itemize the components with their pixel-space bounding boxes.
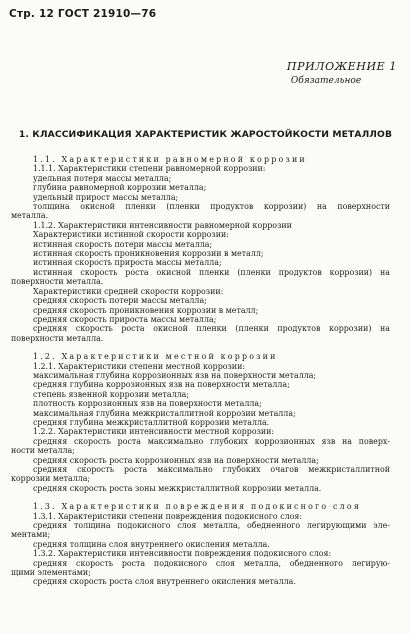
list-item: средняя скорость потери массы металла;	[33, 296, 207, 306]
list-item-continuation: поверхности металла.	[11, 277, 104, 287]
document-body	[11, 155, 390, 587]
list-item: средняя скорость роста зоны межкристаллитной коррозии металла.	[33, 483, 322, 493]
list-item: средняя скорость проникновения коррозии в металл;	[33, 305, 259, 315]
list-item: средняя толщина подокисного слоя металла, обедненного легирующими эле-	[33, 521, 390, 531]
list-item: глубина равномерной коррозии металла;	[33, 183, 207, 193]
list-item: средняя скорость роста подокисного слоя металла, обедненного легирую-	[33, 558, 390, 568]
spacer	[11, 343, 390, 352]
paragraph-heading: 1.3.2. Характеристики интенсивности повреждения подокисного слоя:	[33, 549, 332, 559]
appendix-subtitle: Обязательное	[290, 76, 362, 86]
list-item: истинная скорость проникновения коррозии в металл;	[33, 249, 264, 259]
list-item: средняя скорость роста слоя внутреннего окисления металла.	[33, 577, 296, 587]
text-line: Характеристики средней скорости коррозии:	[33, 286, 224, 296]
appendix-title: ПРИЛОЖЕНИЕ 1	[286, 60, 397, 73]
list-item-continuation: щими элементами;	[11, 568, 91, 578]
list-item: средняя глубина коррозионных язв на поверхности металла;	[33, 380, 290, 390]
section-title: 1. КЛАССИФИКАЦИЯ ХАРАКТЕРИСТИК ЖАРОСТОЙКОСТИ МЕТАЛЛОВ	[18, 129, 393, 140]
page-header: Стр. 12 ГОСТ 21910—76	[9, 8, 157, 20]
list-item-continuation: ности металла;	[11, 446, 75, 456]
list-item: максимальная глубина коррозионных язв на поверхности металла;	[33, 370, 317, 380]
list-item: средняя толщина слоя внутреннего окисления металла.	[33, 539, 270, 549]
list-item: удельная потеря массы металла;	[33, 173, 172, 183]
list-item: средняя скорость роста окисной пленки (пленки продуктов коррозии) на	[33, 324, 390, 334]
list-item: удельный прирост массы металла;	[33, 192, 179, 202]
list-item: плотность коррозионных язв на поверхности металла;	[33, 399, 262, 409]
list-item: степень язвенной коррозии металла;	[33, 389, 190, 399]
subsection-heading: 1.3. Характеристики повреждения подокисного слоя	[33, 502, 362, 512]
list-item: средняя скорость прироста массы металла;	[33, 314, 217, 324]
paragraph-heading: 1.1.1. Характеристики степени равномерной коррозии:	[33, 164, 266, 174]
list-item-continuation: коррозии металла;	[11, 474, 91, 484]
appendix-block	[287, 60, 397, 86]
list-item: толщина окисной пленки (пленки продуктов коррозии) на поверхности	[33, 202, 390, 212]
text-line: Характеристики истинной скорости коррозии:	[33, 230, 229, 240]
list-item: истинная скорость прироста массы металла;	[33, 258, 222, 268]
list-item-continuation: металла.	[11, 211, 49, 221]
subsection-heading: 1.1. Характеристики равномерной коррозии	[33, 155, 307, 164]
list-item: истинная скорость потери массы металла;	[33, 239, 213, 249]
paragraph-heading: 1.2.2. Характеристики интенсивности местной коррозии:	[33, 427, 275, 437]
paragraph-heading: 1.1.2. Характеристики интенсивности равномерной коррозии	[33, 220, 292, 230]
paragraph-heading: 1.2.1. Характеристики степени местной коррозии:	[33, 361, 245, 371]
list-item: средняя глубина межкристаллитной коррозии металла.	[33, 417, 270, 427]
spacer	[11, 493, 390, 502]
list-item: средняя скорость роста максимально глубоких коррозионных язв на поверх-	[33, 436, 390, 446]
paragraph-heading: 1.3.1. Характеристики степени повреждения подокисного слоя:	[33, 511, 303, 521]
list-item: средняя скорость роста максимально глубоких очагов межкристаллитной	[33, 465, 390, 474]
list-item: средняя скорость роста коррозионных язв на поверхности металла;	[33, 455, 319, 465]
list-item-continuation: ментами;	[11, 530, 51, 540]
subsection-heading: 1.2. Характеристики местной коррозии	[33, 352, 278, 362]
list-item: максимальная глубина межкристаллитной коррозии металла;	[33, 408, 296, 418]
list-item-continuation: поверхности металла.	[11, 333, 104, 343]
list-item: истинная скорость роста окисной пленки (пленки продуктов коррозии) на	[33, 267, 390, 277]
